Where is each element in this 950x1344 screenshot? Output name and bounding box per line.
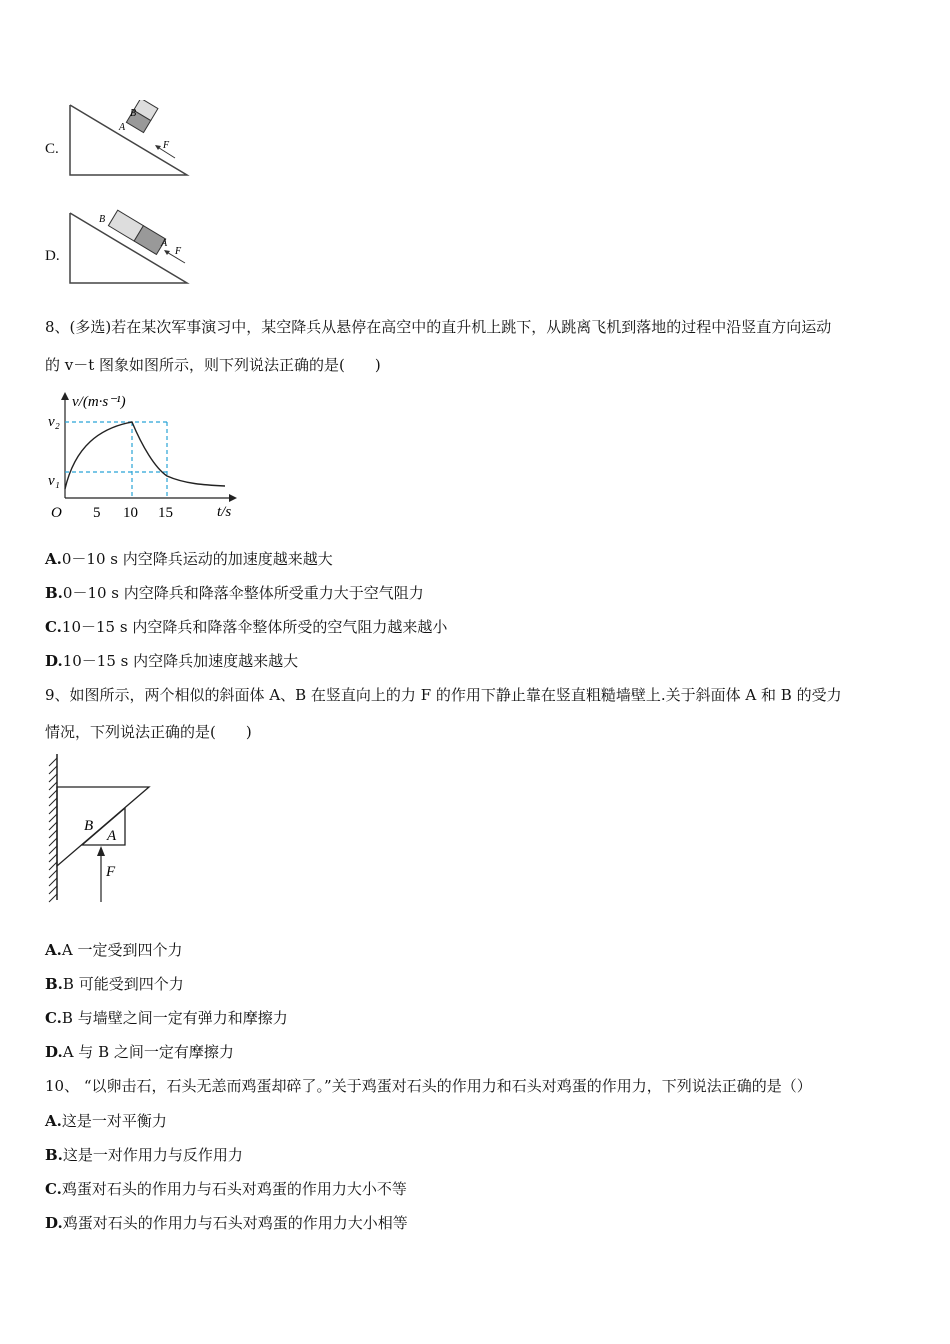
velocity-curve [65, 422, 225, 489]
q9-option-a: A.A 一定受到四个力 [45, 941, 183, 959]
q10-option-b: B.这是一对作用力与反作用力 [45, 1146, 243, 1164]
q7-option-c-figure [65, 100, 195, 180]
q8-stem-line2: 的 v－t 图象如图所示，则下列说法正确的是( ) [45, 356, 381, 374]
q9-label-b: B [84, 818, 94, 834]
q7-c-label-a: A [119, 122, 126, 133]
q7-option-d-label: D. [45, 248, 60, 264]
x-tick-5: 5 [93, 505, 101, 521]
q9-option-b: B.B 可能受到四个力 [45, 975, 184, 993]
q7-d-label-b: B [99, 214, 106, 225]
q8-option-b: B.0－10 s 内空降兵和降落伞整体所受重力大于空气阻力 [45, 584, 424, 602]
q7-c-label-b: B [130, 108, 137, 119]
y-tick-v2: v₂ [48, 414, 60, 430]
q10-option-a: A.这是一对平衡力 [45, 1112, 167, 1130]
q9-option-d: D.A 与 B 之间一定有摩擦力 [45, 1043, 234, 1061]
q8-stem-line1: 8、(多选)若在某次军事演习中，某空降兵从悬停在高空中的直升机上跳下，从跳离飞机到落地的过程中沿竖直方向运动 [45, 318, 832, 336]
x-axis-label: t/s [217, 504, 232, 520]
q9-label-a: A [107, 828, 117, 844]
q8-option-d: D.10－15 s 内空降兵加速度越来越大 [45, 652, 299, 670]
q7-d-label-f: F [175, 246, 182, 257]
q7-d-label-a: A [161, 238, 168, 249]
q9-figure [42, 752, 162, 904]
q10-option-c: C.鸡蛋对石头的作用力与石头对鸡蛋的作用力大小不等 [45, 1180, 407, 1198]
q10-stem: 10、 “以卵击石，石头无恙而鸡蛋却碎了。”关于鸡蛋对石头的作用力和石头对鸡蛋的作用力，下列说法正确的是（） [45, 1077, 812, 1095]
q8-option-c: C.10－15 s 内空降兵和降落伞整体所受的空气阻力越来越小 [45, 618, 448, 636]
origin-label: O [51, 505, 62, 521]
q7-c-label-f: F [163, 140, 170, 151]
q9-option-c: C.B 与墙壁之间一定有弹力和摩擦力 [45, 1009, 288, 1027]
y-axis-label: v/(m·s⁻¹) [72, 394, 126, 410]
y-tick-v1: v₁ [48, 473, 60, 489]
q9-stem-line1: 9、如图所示，两个相似的斜面体 A、B 在竖直向上的力 F 的作用下静止靠在竖直粗糙墙壁上.关于斜面体 A 和 B 的受力 [45, 686, 842, 704]
x-tick-10: 10 [123, 505, 138, 521]
x-tick-15: 15 [158, 505, 173, 521]
q10-option-d: D.鸡蛋对石头的作用力与石头对鸡蛋的作用力大小相等 [45, 1214, 408, 1232]
q7-option-c-label: C. [45, 141, 59, 157]
q9-label-f: F [106, 864, 116, 880]
q9-stem-line2: 情况，下列说法正确的是( ) [45, 723, 252, 741]
q8-option-a: A.0－10 s 内空降兵运动的加速度越来越大 [45, 550, 333, 568]
q7-option-d-figure [65, 208, 195, 288]
q8-vt-chart [45, 386, 245, 526]
